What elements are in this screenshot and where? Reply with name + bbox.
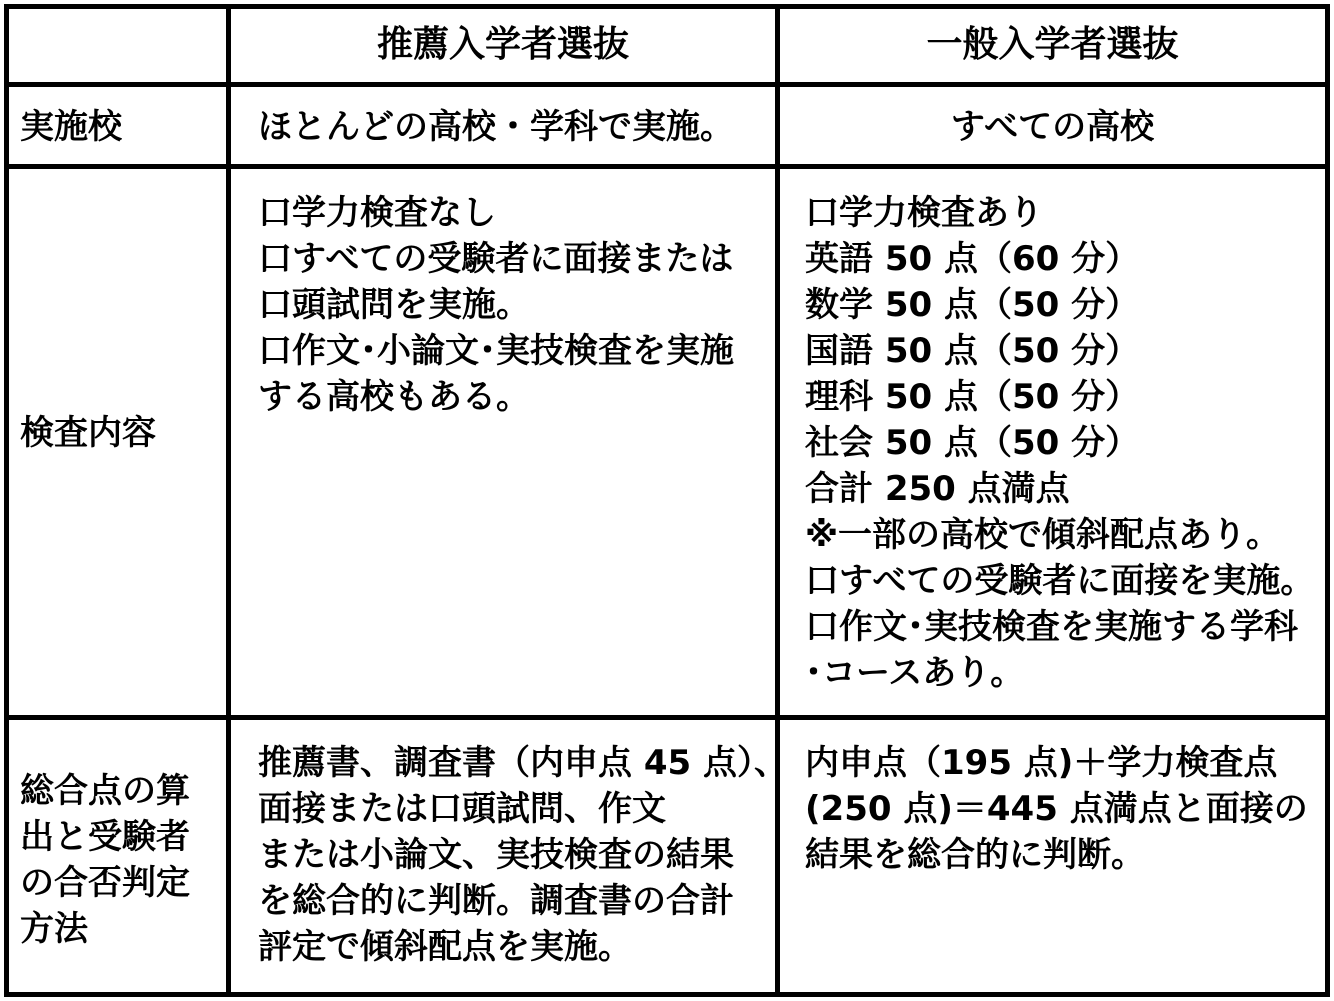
header-row-divider: [4, 82, 1330, 87]
text-line: 口作文･小論文･実技検査を実施: [258, 331, 734, 371]
cell-kensa-ippan: [805, 190, 1314, 696]
text-line: 英語 50 点（60 分）: [805, 239, 1140, 279]
text-line: 口すべての受験者に面接を実施。: [805, 561, 1315, 601]
text-line: (250 点)＝445 点満点と面接の: [805, 789, 1308, 829]
text-line: 面接または口頭試問、作文: [258, 789, 666, 829]
text-line: 口すべての受験者に面接または: [258, 239, 734, 279]
cell-jisshi-ippan: すべての高校: [950, 107, 1155, 147]
text-line: 総合点の算: [20, 771, 190, 811]
text-line: 内申点（195 点)＋学力検査点: [805, 743, 1278, 783]
text-line: 出と受験者: [20, 817, 190, 857]
table-border-bottom: [4, 992, 1330, 997]
text-line: 口作文･実技検査を実施する学科: [805, 607, 1298, 647]
row1-divider: [4, 164, 1330, 169]
text-line: する高校もある。: [258, 377, 530, 417]
row2-divider: [4, 715, 1330, 720]
table-border-top: [4, 4, 1330, 9]
text-line: 方法: [20, 909, 88, 949]
text-line: 合計 250 点満点: [805, 469, 1070, 509]
column-divider-1: [226, 4, 231, 997]
table-border-left: [4, 4, 9, 997]
header-suisen: 推薦入学者選抜: [376, 24, 629, 65]
cell-sougou-ippan: [805, 740, 1308, 878]
row-label-kensa: 検査内容: [20, 413, 156, 453]
text-line: または小論文、実技検査の結果: [258, 835, 734, 875]
table-border-right: [1325, 4, 1330, 997]
text-line: ･コースあり。: [805, 653, 1025, 693]
text-line: 口学力検査あり: [805, 193, 1043, 233]
cell-jisshi-suisen: ほとんどの高校・学科で実施。: [258, 107, 734, 147]
text-line: 数学 50 点（50 分）: [805, 285, 1140, 325]
text-line: ※一部の高校で傾斜配点あり。: [805, 515, 1281, 555]
header-ippan: 一般入学者選抜: [926, 24, 1179, 65]
text-line: 口頭試問を実施。: [258, 285, 530, 325]
text-line: 推薦書、調査書（内申点 45 点）、: [258, 743, 788, 783]
cell-sougou-suisen: [258, 740, 788, 970]
text-line: 結果を総合的に判断。: [805, 835, 1145, 875]
text-line: の合否判定: [20, 863, 190, 903]
cell-kensa-suisen: [258, 190, 734, 420]
text-line: 評定で傾斜配点を実施。: [258, 927, 632, 967]
text-line: を総合的に判断。調査書の合計: [258, 881, 734, 921]
text-line: 口学力検査なし: [258, 193, 496, 233]
row-label-sougou: [20, 768, 190, 952]
text-line: 社会 50 点（50 分）: [805, 423, 1140, 463]
row-label-jisshi: 実施校: [20, 107, 122, 147]
text-line: 理科 50 点（50 分）: [805, 377, 1140, 417]
text-line: 国語 50 点（50 分）: [805, 331, 1140, 371]
